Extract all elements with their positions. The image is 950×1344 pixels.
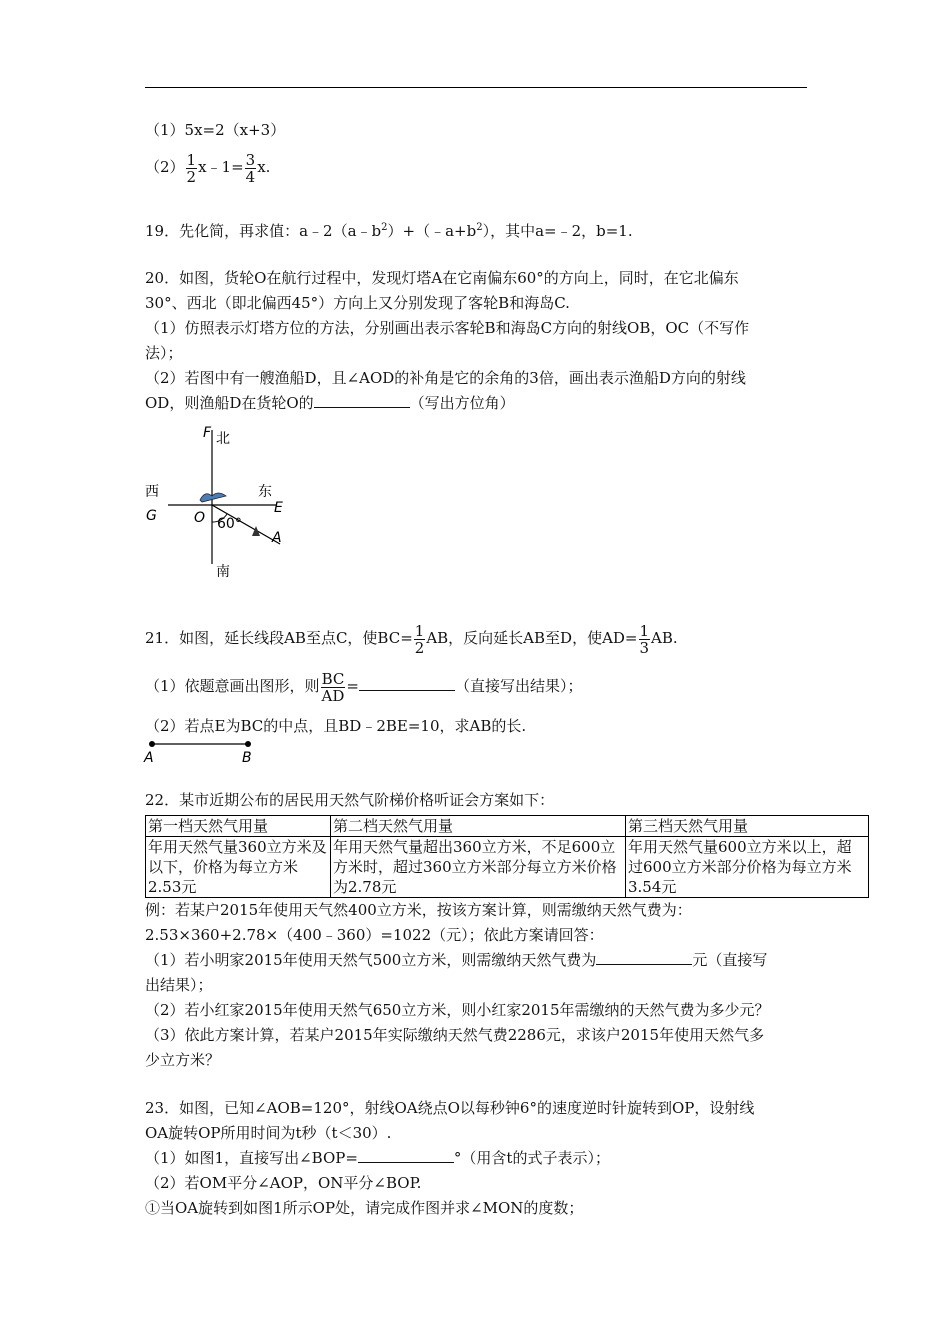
q21-line3: （2）若点E为BC的中点，且BD﹣2BE=10，求AB的长.	[145, 717, 527, 735]
question-19: 19．先化简，再求值：$a﹣2(a﹣b^2)+(﹣a+b^2)$，其中a=﹣2，b=1.	[145, 222, 633, 240]
q22-line8: 少立方米？	[145, 1051, 221, 1069]
segment-figure	[140, 736, 260, 766]
q22-line5: 出结果）；	[145, 976, 213, 994]
q21-line1: 21．如图，延长线段AB至点C，使BC= $\frac{1}{2}$ AB，反向延长AB至D，使AD= $\frac{1}{3}$ AB.	[145, 621, 678, 657]
q22-line2: 例：若某户2015年使用天气然400立方米，按该方案计算，则需缴纳天然气费为：	[145, 901, 692, 919]
table-header: 第二档天然气用量	[331, 816, 626, 837]
label-angle: 60°	[217, 516, 242, 532]
point-A	[149, 741, 155, 747]
q20-line4: 法）；	[145, 344, 183, 362]
q20-line3: （1）仿照表示灯塔方位的方法，分别画出表示客轮B和海岛C方向的射线OB，OC（不写作	[145, 319, 750, 337]
ship-icon	[200, 493, 226, 502]
q18-part1: （1）5x=2（x+3）	[145, 121, 286, 139]
label-north: 北	[216, 431, 230, 447]
table-header: 第一档天然气用量	[146, 816, 331, 837]
gas-price-table	[145, 815, 869, 898]
q23-line4: （2）若OM平分∠AOP，ON平分∠BOP.	[145, 1174, 422, 1192]
q21-line2: （1）依题意画出图形，则 $\frac{BC}{AD}$ = （直接写出结果）；	[145, 669, 583, 705]
q20-line2: 30°、西北（即北偏西45°）方向上又分别发现了客轮B和海岛C.	[145, 294, 570, 312]
label-G: G	[146, 508, 157, 524]
fraction: $\frac{1}{3}$	[639, 621, 650, 657]
q23-line1: 23．如图，已知∠AOB=120°，射线OA绕点O以每秒钟6°的速度逆时针旋转到OP，设射线	[145, 1099, 755, 1117]
label-east: 东	[258, 484, 272, 500]
table-cell: 年用天然气量超出360立方米，不足600立方米时，超过360立方米部分每立方米价格为2.78元	[331, 837, 626, 898]
table-row	[146, 837, 869, 898]
q22-line3: 2.53×360+2.78×（400﹣360）=1022（元）；依此方案请回答：	[145, 926, 604, 944]
q18-part2: （2） $\frac{1}{2}$ x﹣1= $\frac{3}{4}$ x.	[145, 150, 271, 186]
point-B	[245, 741, 251, 747]
answer-blank	[314, 393, 410, 408]
label-A: A	[272, 530, 282, 546]
q22-line1: 22．某市近期公布的居民用天然气阶梯价格听证会方案如下：	[145, 791, 555, 809]
label-E: E	[274, 500, 283, 516]
q23-line5: ①当OA旋转到如图1所示OP处，请完成作图并求∠MON的度数；	[145, 1199, 584, 1217]
q20-line5: （2）若图中有一艘渔船D，且∠AOD的补角是它的余角的3倍，画出表示渔船D方向的射线	[145, 369, 746, 387]
answer-blank	[596, 950, 692, 965]
label-F: F	[203, 425, 212, 441]
header-rule	[145, 87, 807, 88]
compass-figure	[140, 422, 310, 582]
q22-line4: （1）若小明家2015年使用天然气500立方米，则需缴纳天然气费为 元（直接写	[145, 951, 768, 969]
label-B: B	[242, 750, 252, 766]
table-header: 第三档天然气用量	[626, 816, 869, 837]
table-header-row	[146, 816, 869, 837]
fraction: $\frac{3}{4}$	[245, 150, 256, 186]
q20-line1: 20．如图，货轮O在航行过程中，发现灯塔A在它南偏东60°的方向上，同时，在它北偏东	[145, 269, 739, 287]
q23-line3: （1）如图1，直接写出∠BOP= °（用含t的式子表示）；	[145, 1149, 610, 1167]
fraction: $\frac{1}{2}$	[414, 621, 425, 657]
table-cell: 年用天然气量360立方米及以下，价格为每立方米2.53元	[146, 837, 331, 898]
fraction: $\frac{BC}{AD}$	[321, 669, 345, 705]
fraction: $\frac{1}{2}$	[186, 150, 197, 186]
q23-line2: OA旋转OP所用时间为t秒（t＜30）.	[145, 1124, 392, 1142]
table-cell: 年用天然气量600立方米以上，超过600立方米部分价格为每立方米3.54元	[626, 837, 869, 898]
q20-line6: OD，则渔船D在货轮O的 （写出方位角）	[145, 394, 515, 412]
label-south: 南	[216, 564, 230, 580]
answer-blank	[358, 1148, 454, 1163]
q22-line7: （3）依此方案计算，若某户2015年实际缴纳天然气费2286元，求该户2015年使用天然气多	[145, 1026, 765, 1044]
lighthouse-icon	[252, 526, 260, 536]
label-O: O	[194, 510, 206, 526]
label-west: 西	[145, 484, 159, 500]
q22-line6: （2）若小红家2015年使用天然气650立方米，则小红家2015年需缴纳的天然气费为多少元？	[145, 1001, 770, 1019]
answer-blank	[359, 676, 455, 691]
label-A: A	[144, 750, 154, 766]
